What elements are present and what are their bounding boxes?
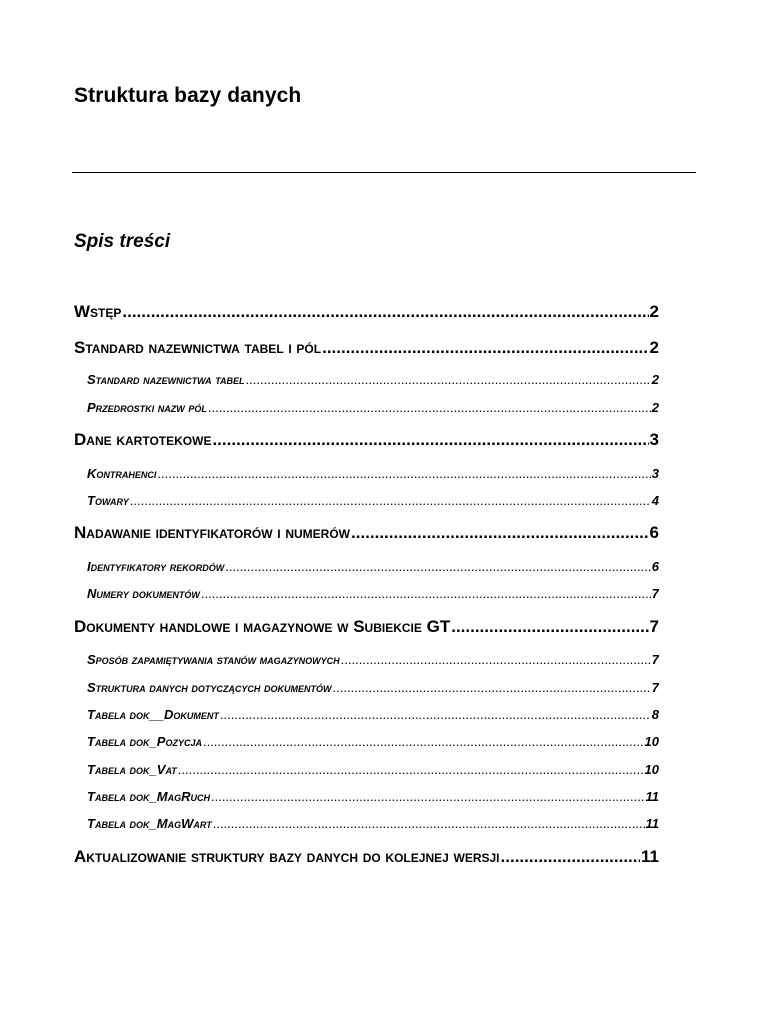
toc-subentry-sposob-zapamietywania[interactable] bbox=[87, 652, 659, 667]
toc-page-number: 10 bbox=[644, 734, 659, 749]
toc-entry-label: Przedrostki nazw pól bbox=[87, 400, 207, 415]
toc-page-number: 6 bbox=[651, 559, 659, 574]
toc-page-number: 7 bbox=[649, 617, 659, 636]
toc-entry-label: Nadawanie identyfikatorów i numerów bbox=[74, 523, 350, 542]
toc-entry-label: Towary bbox=[87, 493, 129, 508]
toc-dot-leader bbox=[203, 734, 644, 749]
toc-dot-leader bbox=[212, 430, 648, 450]
toc-entry-label: Tabela dok_MagRuch bbox=[87, 789, 210, 804]
toc-entry-label: Aktualizowanie struktury bazy danych do kolejnej wersji bbox=[74, 847, 500, 866]
toc-dot-leader bbox=[157, 466, 650, 481]
toc-subentry-przedrostki[interactable] bbox=[87, 400, 659, 415]
toc-entry-label: Sposób zapamiętywania stanów magazynowych bbox=[87, 652, 340, 667]
toc-page-number: 11 bbox=[645, 789, 659, 804]
toc-subentry-tabela-dok-dokument[interactable] bbox=[87, 707, 659, 722]
toc-dot-leader bbox=[225, 559, 651, 574]
toc-entry-label: Standard nazewnictwa tabel bbox=[87, 372, 245, 387]
toc-entry-nadawanie-identyfikatorow[interactable] bbox=[74, 523, 659, 543]
toc-page-number: 2 bbox=[651, 372, 659, 387]
toc-entry-label: Numery dokumentów bbox=[87, 586, 200, 601]
toc-subentry-tabela-dok-magruch[interactable] bbox=[87, 789, 659, 804]
toc-entry-label: Tabela dok_Vat bbox=[87, 762, 177, 777]
toc-page-number: 7 bbox=[651, 652, 659, 667]
toc-page-number: 4 bbox=[651, 493, 659, 508]
toc-entry-label: Kontrahenci bbox=[87, 466, 157, 481]
toc-entry-label: Standard nazewnictwa tabel i pól bbox=[74, 338, 322, 357]
toc-page-number: 11 bbox=[641, 847, 659, 866]
toc-entry-wstep[interactable] bbox=[74, 302, 659, 322]
toc-dot-leader bbox=[211, 789, 645, 804]
toc-subentry-tabela-dok-pozycja[interactable] bbox=[87, 734, 659, 749]
toc-dot-leader bbox=[208, 400, 651, 415]
toc-page-number: 3 bbox=[649, 430, 659, 449]
toc-page-number: 10 bbox=[644, 762, 659, 777]
toc-dot-leader bbox=[246, 372, 651, 387]
toc-subentry-towary[interactable] bbox=[87, 493, 659, 508]
toc-subentry-kontrahenci[interactable] bbox=[87, 466, 659, 481]
toc-dot-leader bbox=[213, 816, 645, 831]
toc-heading: Spis treści bbox=[74, 231, 171, 252]
toc-subentry-numery-dokumentow[interactable] bbox=[87, 586, 659, 601]
toc-dot-leader bbox=[201, 586, 651, 601]
toc-dot-leader bbox=[220, 707, 651, 722]
toc-entry-aktualizowanie-struktury[interactable] bbox=[74, 847, 659, 867]
toc-subentry-identyfikatory-rekordow[interactable] bbox=[87, 559, 659, 574]
toc-dot-leader bbox=[122, 302, 648, 322]
toc-page-number: 2 bbox=[649, 302, 659, 321]
document-title: Struktura bazy danych bbox=[74, 84, 302, 107]
toc-entry-dokumenty-handlowe[interactable] bbox=[74, 617, 659, 637]
toc-page-number: 7 bbox=[651, 680, 659, 695]
toc-entry-label: Tabela dok_MagWart bbox=[87, 816, 212, 831]
toc-dot-leader bbox=[351, 523, 649, 543]
toc-dot-leader bbox=[501, 847, 640, 867]
toc-dot-leader bbox=[451, 617, 648, 637]
toc-entry-label: Tabela dok_Pozycja bbox=[87, 734, 202, 749]
toc-page-number: 7 bbox=[651, 586, 659, 601]
toc-subentry-standard-tabel[interactable] bbox=[87, 372, 659, 387]
toc-entry-label: Identyfikatory rekordów bbox=[87, 559, 225, 574]
toc-page-number: 3 bbox=[651, 466, 659, 481]
toc-page-number: 2 bbox=[649, 338, 659, 357]
toc-subentry-tabela-dok-vat[interactable] bbox=[87, 762, 659, 777]
toc-entry-label: Struktura danych dotyczących dokumentów bbox=[87, 680, 332, 695]
toc-subentry-tabela-dok-magwart[interactable] bbox=[87, 816, 659, 831]
toc-dot-leader bbox=[322, 338, 648, 358]
toc-page-number: 11 bbox=[645, 816, 659, 831]
toc-dot-leader bbox=[178, 762, 644, 777]
toc-entry-label: Dokumenty handlowe i magazynowe w Subiekcie GT bbox=[74, 617, 451, 636]
toc-entry-standard-nazewnictwa[interactable] bbox=[74, 338, 659, 358]
toc-dot-leader bbox=[130, 493, 651, 508]
toc-page-number: 8 bbox=[651, 707, 659, 722]
toc-entry-label: Dane kartotekowe bbox=[74, 430, 212, 449]
toc-page-number: 2 bbox=[651, 400, 659, 415]
toc-entry-dane-kartotekowe[interactable] bbox=[74, 430, 659, 450]
toc-subentry-struktura-danych-dokumentow[interactable] bbox=[87, 680, 659, 695]
toc-page-number: 6 bbox=[649, 523, 659, 542]
toc-entry-label: Tabela dok__Dokument bbox=[87, 707, 219, 722]
toc-entry-label: Wstęp bbox=[74, 302, 122, 321]
toc-dot-leader bbox=[341, 652, 651, 667]
toc-dot-leader bbox=[333, 680, 651, 695]
